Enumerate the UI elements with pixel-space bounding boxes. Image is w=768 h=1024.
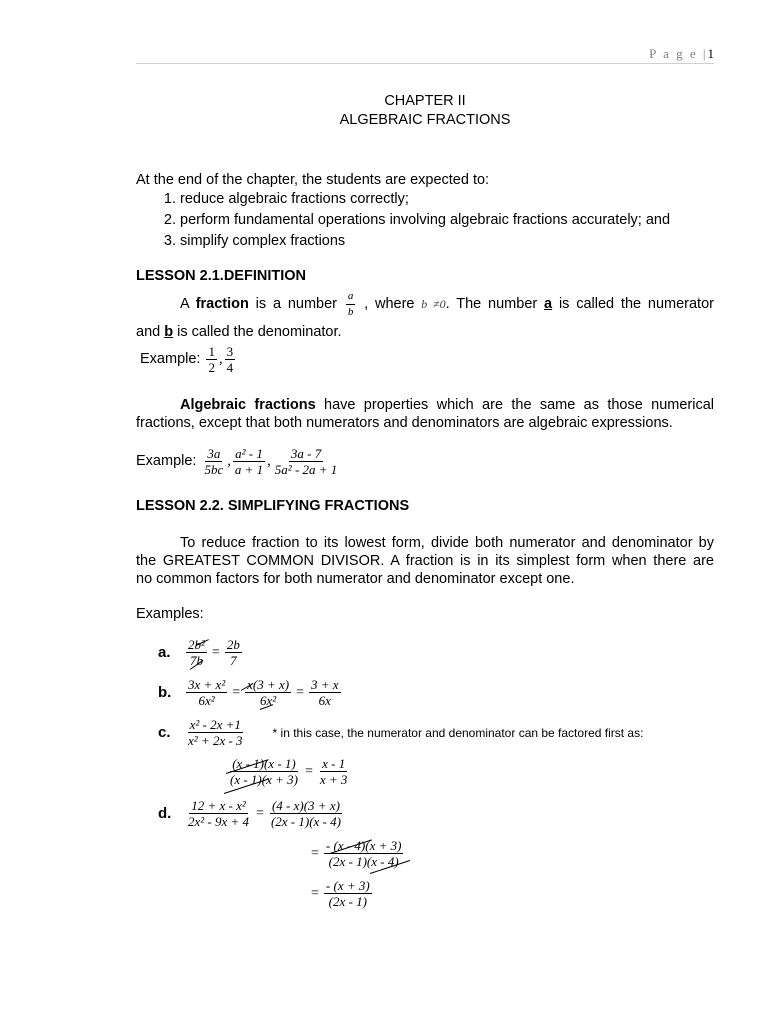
example-a: a. $\frac{\text{2b²}}{7b}$ = $\frac{2b}{7}$ [158,637,240,668]
example-algebraic: Example: $\frac{3a}{5bc}$ , $\frac{\text{a² - 1}}{a + 1}$ , $\frac{3a - 7}{\text{5a² - 2a + 1}}$ [136,445,338,477]
example-d-fraction-2: $\frac{(4 - x)(3 + x)}{(2x - 1)(x - 4)}$ [270,798,341,829]
page-number-label [649,46,714,62]
example-fraction: $\frac{1}{2}$ [208,343,215,375]
def-bold-fraction: fraction [195,296,249,312]
example-a-fraction-1: $\frac{\text{2b²}}{7b}$ [188,637,205,668]
example-d: d. $\frac{\text{12 + x - x²}}{\text{2x² - 9x + 4}}$ = $\frac{(4 - x)(3 + x)}{(2x - 1)(x - 4)}$ [158,798,341,829]
header-rule [136,63,714,64]
example-fraction: $\frac{3a - 7}{\text{5a² - 2a + 1}}$ [274,445,338,477]
example-d-step-2: = $\frac{- (x - 4)(x + 3)}{(2x - 1)(x - 4)}$ [311,838,402,869]
intro-lead: At the end of the chapter, the students are expected to: [136,172,490,188]
example-c [158,717,643,748]
example-a-label: a. [158,644,171,661]
def-text: is called the numerator [552,296,714,312]
example-d-fraction-1: $\frac{\text{12 + x - x²}}{\text{2x² - 9x + 4}}$ [188,798,250,829]
example-b-fraction-2: $\frac{x(3 + x)}{\text{6x²}}$ [247,677,290,708]
example-c-fraction-2: $\frac{(x - 1)(x - 1)}{(x - 1)(x + 3)}$ [230,756,298,787]
def-fraction: $\frac{a}{b}$ [347,289,354,318]
example-a-fraction-2: $\frac{2b}{7}$ [226,637,240,668]
example-b: b. $\frac{\text{3x + x²}}{\text{6x²}}$ = $\frac{x(3 + x)}{\text{6x²}}$ = $\frac{3 + x}{6x}$ [158,677,339,708]
def-text: , where [357,296,422,312]
definition-line-1 [136,286,714,322]
example-c-factored: $\frac{(x - 1)(x - 1)}{(x - 1)(x + 3)}$ = $\frac{x - 1}{x + 3}$ [230,756,348,787]
def-condition: b ≠0 [421,297,446,311]
chapter-title: ALGEBRAIC FRACTIONS [339,112,511,128]
example-c-note: * in this case, the numerator and denominator can be factored first as: [272,725,644,740]
def-text: . The number [445,296,545,312]
def-var-b: b [164,324,174,340]
simplify-para-line-3: no common factors for both numerator and denominator except one. [136,571,575,587]
simplify-para-line-1: To reduce fraction to its lowest form, divide both numerator and denominator by [180,535,714,551]
example-d-fraction-3: $\frac{- (x - 4)(x + 3)}{(2x - 1)(x - 4)}$ [325,838,402,869]
example-label: Example: [140,351,201,367]
objective-item: 1. reduce algebraic fractions correctly; [180,189,714,210]
objectives-list [136,189,714,252]
example-c-fraction-3: $\frac{x - 1}{x + 3}$ [319,756,348,787]
lesson-heading-simplifying: LESSON 2.2. SIMPLIFYING FRACTIONS [136,498,410,514]
example-b-label: b. [158,684,172,701]
example-fraction: $\frac{\text{a² - 1}}{a + 1}$ [234,445,264,477]
example-d-label: d. [158,805,172,822]
algebraic-bold: Algebraic fractions [180,397,316,413]
page-prefix: P a g e | [649,46,708,61]
example-numeric: Example: $\frac{1}{2}$ , $\frac{3}{4}$ [140,343,234,375]
def-text: is a number [248,296,344,312]
page-number: 1 [707,46,714,61]
def-text: A [180,296,196,312]
example-fraction: $\frac{3a}{5bc}$ [204,445,224,477]
algebraic-para-line-1: Algebraic fractions have properties which are the same as those numerical [136,396,714,414]
example-b-fraction-3: $\frac{3 + x}{6x}$ [311,677,339,708]
simplify-para-line-2: the GREATEST COMMON DIVISOR. A fraction is in its simplest form when there are [136,553,714,569]
example-d-fraction-4: $\frac{- (x + 3)}{(2x - 1)}$ [325,878,370,909]
example-b-fraction-1: $\frac{\text{3x + x²}}{\text{6x²}}$ [188,677,226,708]
examples-label: Examples: [136,606,204,622]
def-var-a: a [544,296,553,312]
lesson-heading-definition: LESSON 2.1.DEFINITION [136,268,306,284]
example-d-step-3: = $\frac{- (x + 3)}{(2x - 1)}$ [311,878,370,909]
objective-item: 3. simplify complex fractions [180,231,714,252]
example-c-label: c. [158,724,171,741]
objective-item: 2. perform fundamental operations involving algebraic fractions accurately; and [180,210,714,231]
example-label: Example: [136,453,197,469]
algebraic-para-line-2: fractions, except that both numerators and denominators are algebraic expressions. [136,415,673,431]
example-fraction: $\frac{3}{4}$ [226,343,234,375]
chapter-number: CHAPTER II [384,93,466,109]
definition-line-2: and b is called the denominator. [136,324,342,340]
example-c-fraction-1: $\frac{\text{x² - 2x +1}}{\text{x² + 2x - 3}}$ [188,717,243,748]
